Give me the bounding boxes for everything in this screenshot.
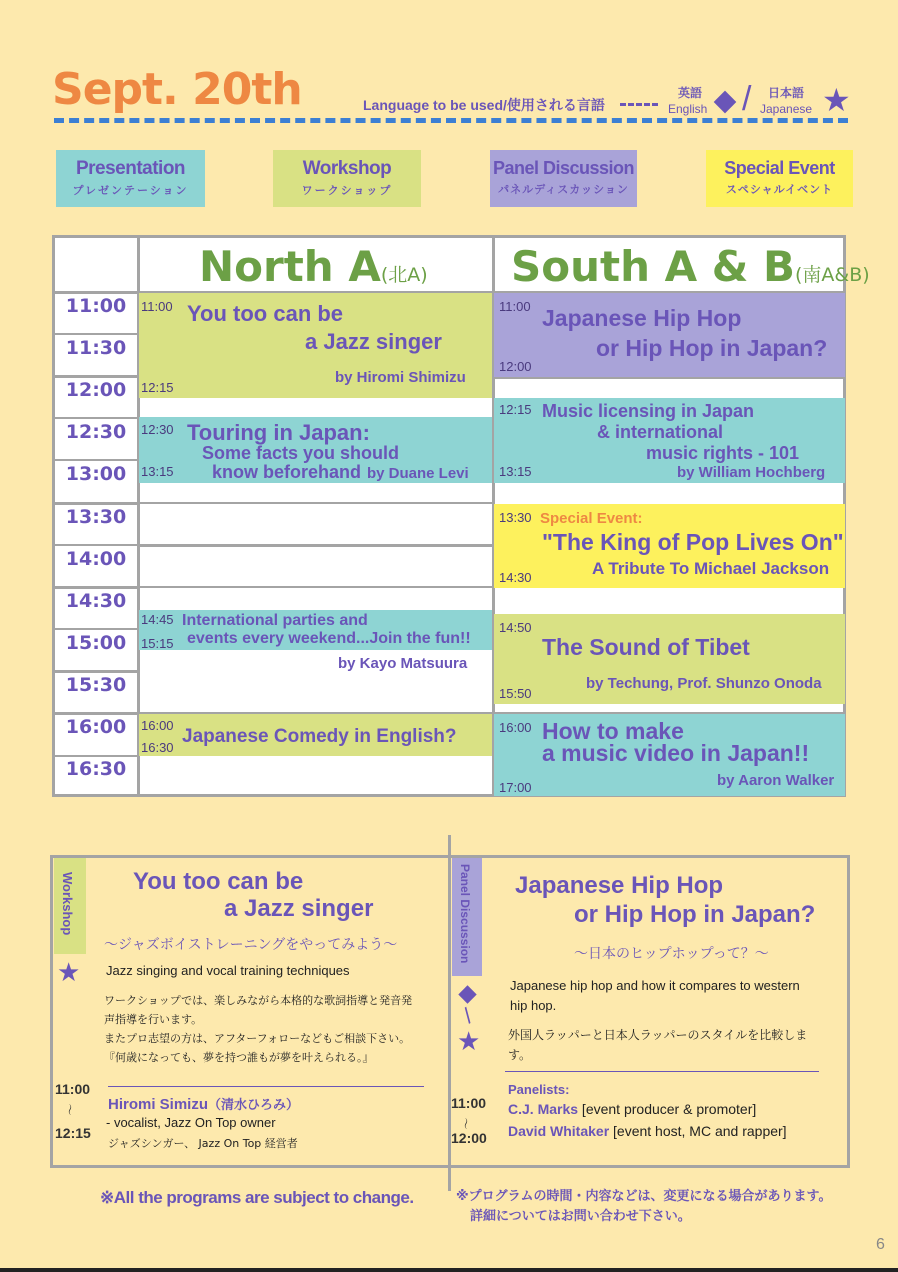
south-title: South A & B — [511, 242, 795, 291]
detail-rule — [505, 1071, 819, 1072]
event-title: Japanese Comedy in English? — [182, 726, 457, 747]
event-music-licensing[interactable] — [494, 398, 845, 483]
row-line — [54, 670, 138, 673]
panel-side-tab — [452, 858, 482, 976]
detail-description: Jazz singing and vocal training techniques — [106, 963, 350, 978]
event-music-video[interactable] — [494, 714, 845, 796]
side-label: Panel Discussion — [458, 864, 472, 964]
legend-title: Workshop — [302, 158, 392, 179]
legend-panel-discussion — [490, 150, 637, 207]
time-slot: 13:30 — [65, 506, 127, 528]
event-title: events every weekend...Join the fun!! — [187, 630, 471, 647]
panelist-2 — [508, 1123, 787, 1139]
event-title: music rights - 101 — [646, 443, 800, 463]
event-end: 15:50 — [499, 686, 532, 701]
slot-line — [139, 502, 492, 504]
presenter-role: - vocalist, Jazz On Top owner — [106, 1115, 276, 1130]
legend-subtitle: パネルディスカッション — [498, 183, 629, 196]
event-start: 14:50 — [499, 620, 532, 635]
event-japanese-hip-hop[interactable] — [494, 293, 845, 377]
row-line — [54, 544, 138, 546]
event-presenter: by Kayo Matsuura — [338, 655, 468, 672]
detail-time-sep: 〜 — [458, 1117, 473, 1130]
legend-title: Panel Discussion — [492, 158, 635, 178]
event-title: You too can be — [187, 301, 344, 326]
slot-line — [139, 544, 492, 547]
time-slot: 15:30 — [65, 674, 127, 696]
event-end: 15:15 — [141, 636, 174, 651]
event-title: & international — [597, 422, 724, 442]
slot-line — [494, 377, 845, 379]
time-slot: 11:00 — [65, 295, 127, 317]
event-start: 11:00 — [499, 299, 531, 314]
star-icon: ★ — [57, 957, 81, 987]
star-icon: ★ — [457, 1026, 481, 1056]
change-note-jp: ※プログラムの時間・内容などは、変更になる場合があります。 — [456, 1189, 832, 1204]
south-title-jp: (南A&B) — [795, 264, 870, 286]
row-line — [54, 712, 138, 715]
detail-time-sep: 〜 — [62, 1103, 77, 1116]
time-slot: 13:00 — [65, 463, 127, 485]
row-line — [54, 459, 138, 461]
header-divider — [54, 118, 848, 123]
time-slot: 12:30 — [65, 421, 127, 443]
event-start: 11:00 — [141, 299, 173, 314]
presenter-name-en: Hiromi Simizu — [108, 1096, 209, 1113]
event-start: 12:30 — [141, 422, 174, 437]
event-title: The Sound of Tibet — [542, 634, 750, 660]
event-king-of-pop[interactable] — [494, 504, 845, 588]
row-line — [54, 375, 138, 378]
language-label: Language to be used/使用される言語 — [363, 97, 605, 113]
event-end: 12:15 — [141, 380, 174, 395]
japanese-jp-label: 日本語 — [768, 86, 805, 100]
event-sound-of-tibet[interactable] — [494, 614, 845, 704]
event-presenter: by Duane Levi — [367, 465, 469, 482]
event-start: 12:15 — [499, 402, 532, 417]
presenter-role-jp: ジャズシンガー、 Jazz On Top 経営者 — [108, 1137, 298, 1150]
row-line — [54, 755, 138, 757]
time-slot: 14:00 — [65, 548, 127, 570]
event-touring-japan[interactable] — [139, 417, 492, 483]
legend-subtitle: プレゼンテーション — [72, 184, 189, 197]
detail-description: hip hop. — [510, 998, 557, 1013]
page-number: 6 — [876, 1236, 885, 1253]
event-title: a music video in Japan!! — [542, 740, 810, 766]
detail-description-jp: またプロ志望の方は、アフターフォローなどもご相談下さい。 — [104, 1032, 411, 1045]
detail-rule — [108, 1086, 424, 1087]
event-title: know beforehand — [212, 462, 362, 482]
north-title: North A — [199, 242, 381, 291]
event-jazz-singer[interactable] — [139, 293, 492, 398]
slash-divider: / — [742, 80, 752, 118]
event-title: How to make — [542, 718, 684, 744]
change-note: ※All the programs are subject to change. — [100, 1188, 414, 1207]
legend-title: Special Event — [724, 158, 835, 178]
detail-description-jp: 外国人ラッパーと日本人ラッパーのスタイルを比較しま — [508, 1028, 808, 1042]
legend-presentation — [56, 150, 205, 207]
time-slot: 14:30 — [65, 590, 127, 612]
row-line — [54, 502, 138, 505]
panelists-label: Panelists: — [508, 1082, 570, 1097]
event-start: 16:00 — [141, 718, 174, 733]
event-end: 17:00 — [499, 780, 532, 795]
star-icon: ★ — [822, 82, 851, 118]
detail-description: Japanese hip hop and how it compares to western — [510, 978, 800, 993]
page-date: Sept. 20th — [52, 64, 302, 115]
panelist-name: C.J. Marks — [508, 1101, 579, 1117]
presenter-name-jp: （清水ひろみ） — [208, 1098, 300, 1113]
event-title: Japanese Hip Hop — [542, 305, 742, 331]
row-line — [54, 417, 138, 419]
detail-time-end: 12:00 — [451, 1130, 487, 1146]
legend-workshop — [273, 150, 421, 207]
detail-description-jp: 声指導を行います。 — [104, 1013, 203, 1026]
detail-description-jp: ワークショップでは、楽しみながら本格的な歌詞指導と発音発 — [104, 994, 413, 1007]
time-slot: 16:00 — [65, 716, 127, 738]
time-slot: 15:00 — [65, 632, 127, 654]
event-title: Music licensing in Japan — [542, 401, 755, 421]
detail-title: or Hip Hop in Japan? — [574, 901, 816, 928]
row-line — [54, 628, 138, 630]
row-line — [54, 333, 138, 335]
event-start: 13:30 — [499, 510, 532, 525]
side-label: Workshop — [60, 872, 75, 936]
panelist-role: [event producer & promoter] — [578, 1101, 757, 1117]
event-title: or Hip Hop in Japan? — [596, 335, 828, 361]
event-international-parties[interactable] — [139, 610, 492, 650]
event-japanese-comedy[interactable] — [139, 714, 492, 756]
event-title: a Jazz singer — [305, 329, 442, 354]
event-subtitle: A Tribute To Michael Jackson — [592, 559, 830, 578]
south-header — [511, 242, 870, 291]
detail-subtitle: 〜ジャズボイストレーニングをやってみよう〜 — [104, 937, 398, 953]
workshop-side-tab — [54, 858, 86, 954]
presenter-name — [108, 1094, 299, 1113]
legend-title: Presentation — [75, 158, 186, 179]
detail-time-end: 12:15 — [55, 1125, 91, 1141]
north-header — [199, 242, 428, 291]
bottom-rule — [0, 1268, 898, 1272]
event-end: 14:30 — [499, 570, 532, 585]
detail-description-jp: 『何歳になっても、夢を持つ誰もが夢を叶えられる。』 — [104, 1051, 374, 1064]
detail-subtitle: 〜日本のヒップホップって？〜 — [574, 946, 769, 962]
event-title: International parties and — [182, 612, 368, 629]
japanese-label: Japanese — [760, 102, 813, 116]
event-end: 12:00 — [499, 359, 532, 374]
panelist-role: [event host, MC and rapper] — [609, 1123, 787, 1139]
detail-title: a Jazz singer — [224, 895, 374, 922]
legend-special-event — [706, 150, 853, 207]
time-slot: 16:30 — [65, 758, 127, 780]
event-end: 16:30 — [141, 740, 174, 755]
event-presenter: by Hiromi Shimizu — [335, 369, 466, 386]
event-title: Touring in Japan: — [187, 420, 370, 445]
north-title-jp: (北A) — [380, 264, 428, 286]
time-slot: 12:00 — [65, 379, 127, 401]
diamond-icon — [714, 91, 737, 114]
detail-title: You too can be — [133, 868, 304, 895]
event-start: 16:00 — [499, 720, 532, 735]
row-line — [54, 586, 138, 589]
english-label: English — [668, 102, 708, 116]
slot-line — [139, 586, 492, 588]
event-end: 13:15 — [499, 464, 532, 479]
event-presenter: by William Hochberg — [677, 464, 826, 481]
event-title: "The King of Pop Lives On" — [542, 529, 844, 555]
time-slot: 11:30 — [65, 337, 127, 359]
event-end: 13:15 — [141, 464, 174, 479]
panelist-name: David Whitaker — [508, 1123, 610, 1139]
detail-title: Japanese Hip Hop — [515, 872, 724, 899]
slash-icon: / — [458, 1003, 477, 1028]
event-presenter: by Aaron Walker — [717, 772, 835, 789]
detail-description-jp: す。 — [508, 1048, 532, 1062]
event-start: 14:45 — [141, 612, 174, 627]
language-dash — [620, 103, 658, 106]
contact-note-jp: 詳細についてはお問い合わせ下さい。 — [470, 1209, 691, 1224]
legend-subtitle: ワークショップ — [301, 184, 393, 197]
detail-time-start: 11:00 — [451, 1095, 487, 1111]
event-presenter: by Techung, Prof. Shunzo Onoda — [586, 675, 822, 692]
detail-time-start: 11:00 — [55, 1081, 91, 1097]
event-tag: Special Event: — [540, 510, 643, 527]
english-jp-label: 英語 — [678, 86, 703, 100]
legend-subtitle: スペシャルイベント — [725, 183, 834, 196]
panelist-1 — [508, 1101, 756, 1117]
event-title: Some facts you should — [202, 443, 400, 463]
